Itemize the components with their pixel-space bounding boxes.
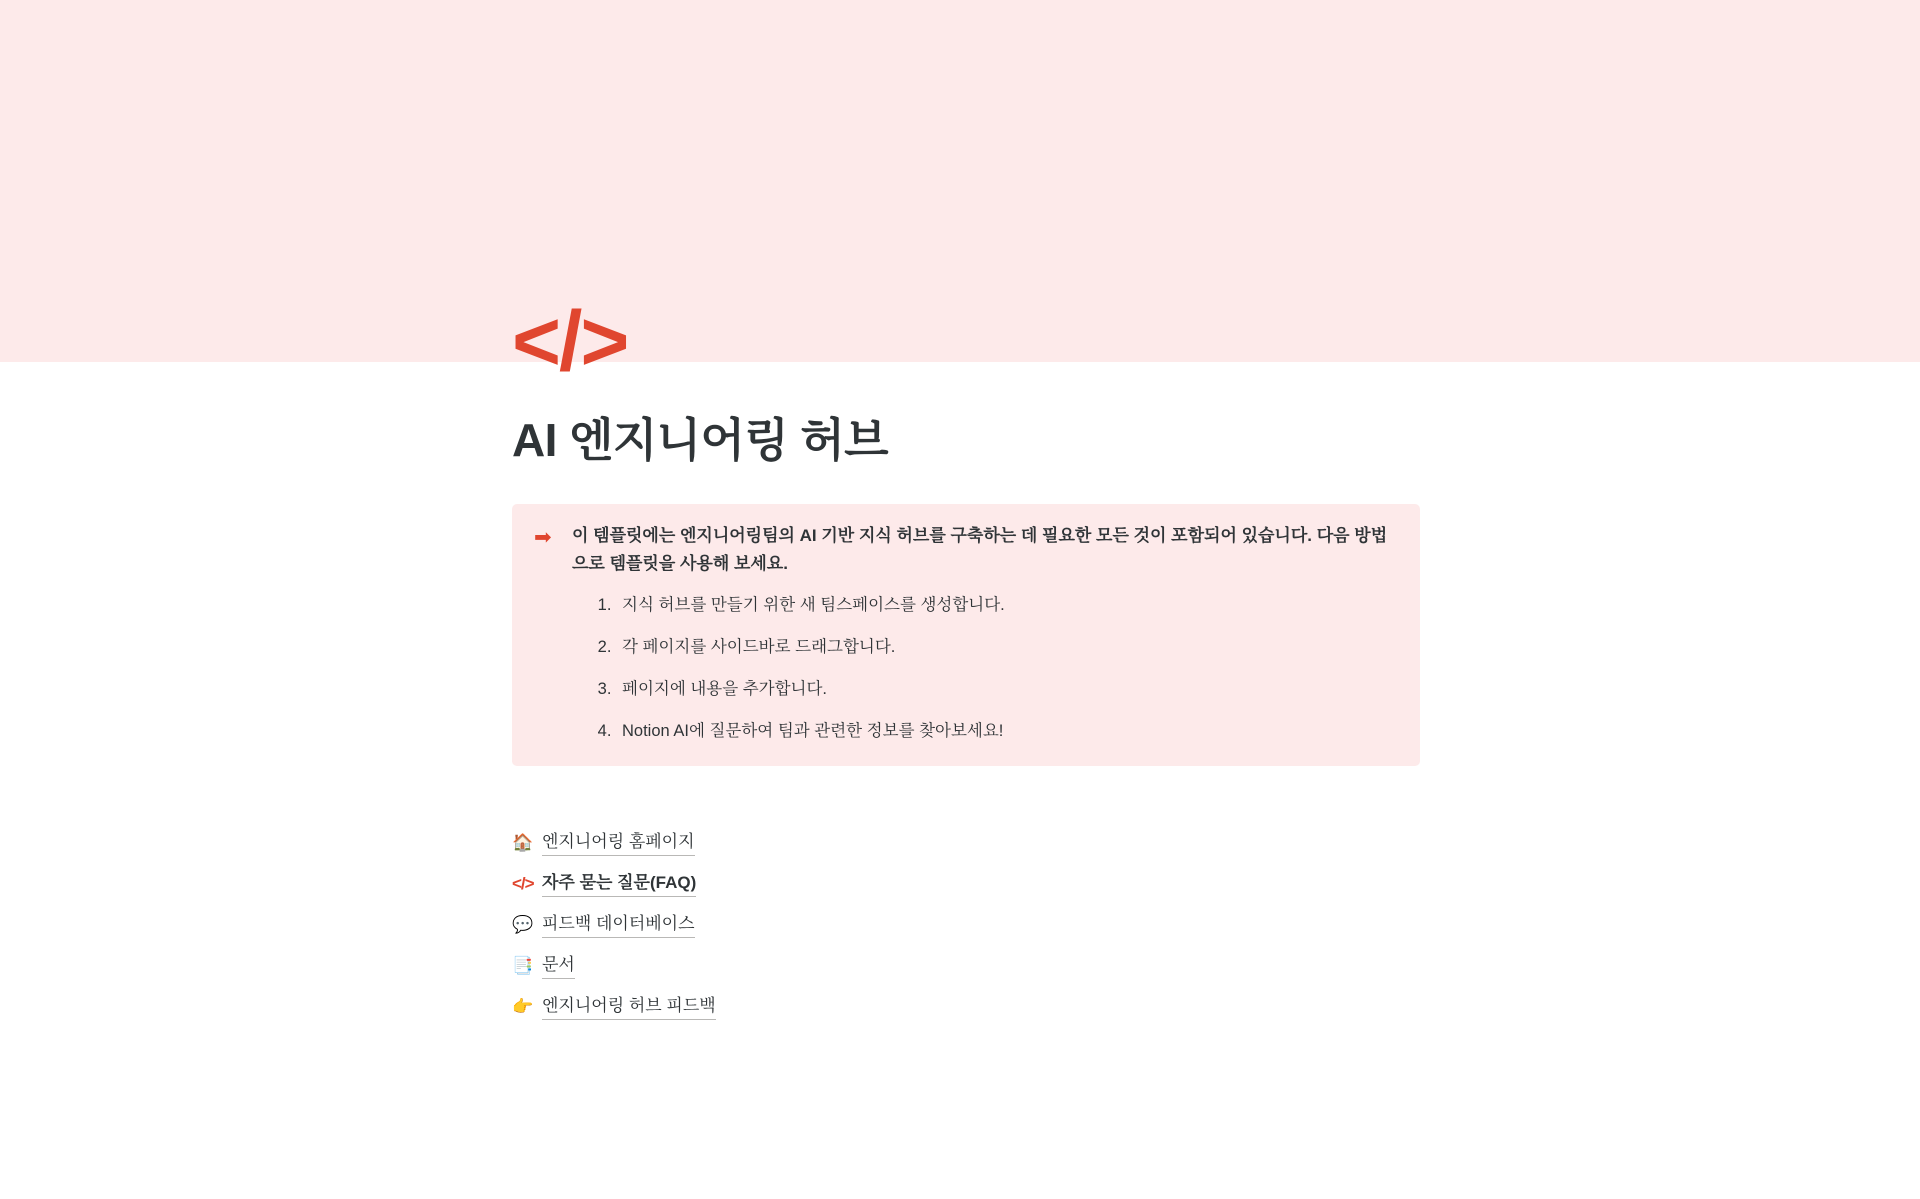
page-link-label[interactable]: 문서 xyxy=(542,953,575,979)
pointing-hand-icon: 👉 xyxy=(512,996,534,1016)
page-link-label[interactable]: 엔지니어링 홈페이지 xyxy=(542,830,695,856)
list-item: 1. 지식 허브를 만들기 위한 새 팀스페이스를 생성합니다. xyxy=(616,592,1394,618)
list-item: 3. 페이지에 내용을 추가합니다. xyxy=(616,676,1394,702)
page-title: AI 엔지니어링 허브 xyxy=(512,414,889,466)
page-content xyxy=(512,412,1420,1027)
page-link-hub-feedback[interactable] xyxy=(512,986,1420,1027)
page-link-label[interactable]: 자주 묻는 질문(FAQ) xyxy=(542,871,696,897)
arrow-right-circle-icon: ➡ xyxy=(534,526,552,549)
list-item: 4. Notion AI에 질문하여 팀과 관련한 정보를 찾아보세요! xyxy=(616,718,1394,744)
page-cover xyxy=(0,0,1920,362)
callout-steps-list xyxy=(572,592,1394,744)
callout-block xyxy=(512,504,1420,766)
page-link-documents[interactable] xyxy=(512,945,1420,986)
page-link-label[interactable]: 엔지니어링 허브 피드백 xyxy=(542,994,716,1020)
rocket-icon: 🏠 xyxy=(512,832,534,852)
callout-body xyxy=(568,522,1394,744)
page-link-label[interactable]: 피드백 데이터베이스 xyxy=(542,912,695,938)
page-links-list xyxy=(512,822,1420,1027)
page-link-faq[interactable] xyxy=(512,863,1420,904)
code-brackets-icon: </> xyxy=(512,873,534,893)
page-link-engineering-home[interactable] xyxy=(512,822,1420,863)
documents-icon: 📑 xyxy=(512,955,534,975)
code-brackets-icon: </> xyxy=(512,294,628,388)
callout-lead-text: 이 템플릿에는 엔지니어링팀의 AI 기반 지식 허브를 구축하는 데 필요한 모든 것이 포함되어 있습니다. 다음 방법으로 템플릿을 사용해 보세요. xyxy=(572,526,1388,573)
list-item: 2. 각 페이지를 사이드바로 드래그합니다. xyxy=(616,634,1394,660)
page-link-feedback-database[interactable] xyxy=(512,904,1420,945)
speech-bubble-icon: 💬 xyxy=(512,914,534,934)
